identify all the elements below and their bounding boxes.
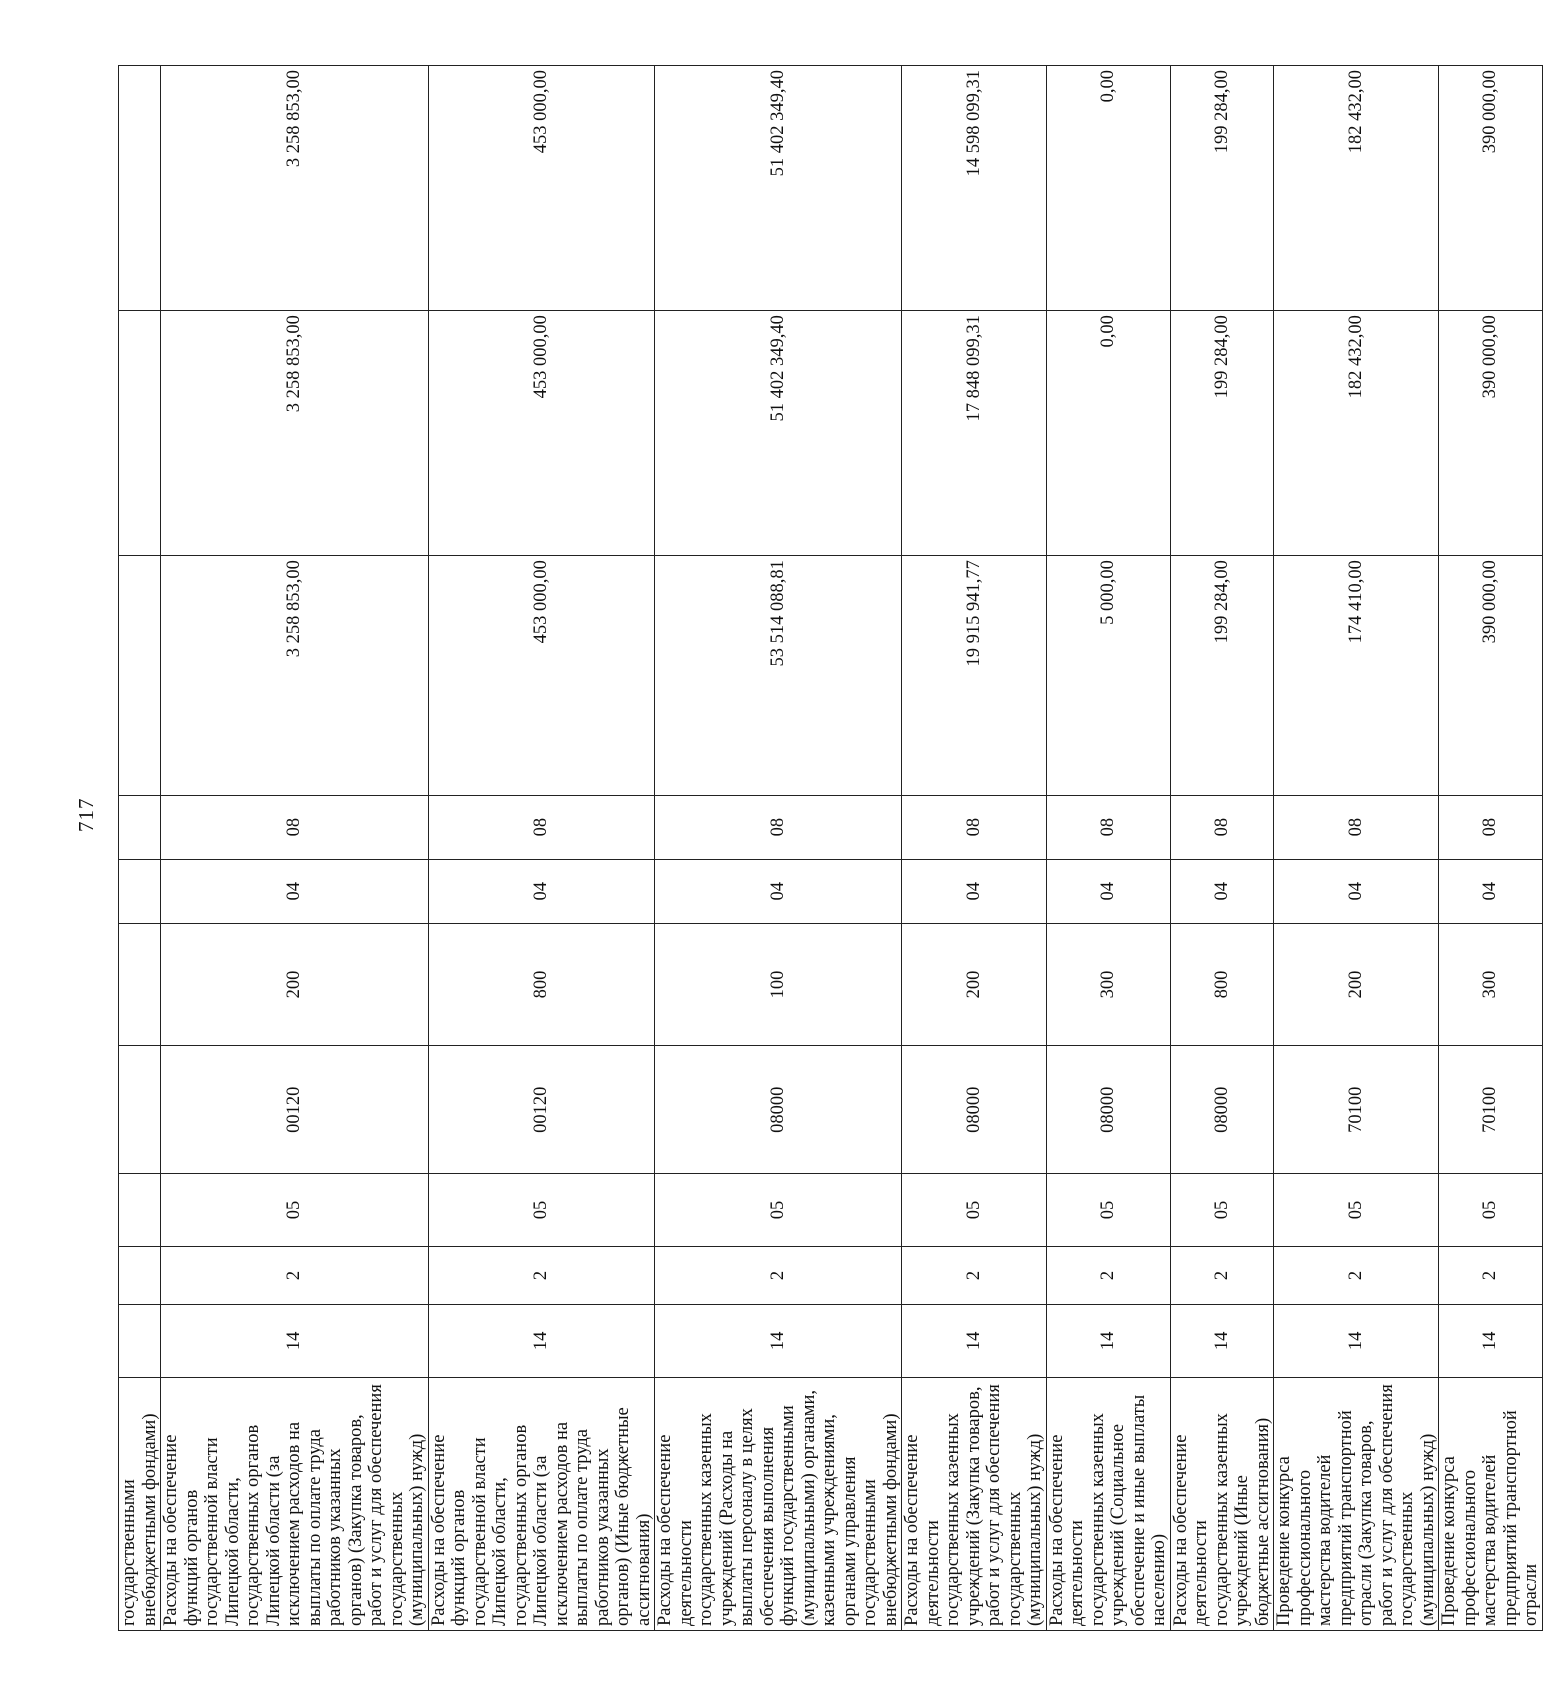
cell-expense-type: 100 (655, 923, 902, 1046)
cell-ministry: 14 (428, 1305, 655, 1377)
cell-direction: 70100 (1439, 1046, 1543, 1174)
cell-amount-2: 182 432,00 (1274, 311, 1439, 556)
table-row (428, 66, 655, 1631)
cell-subprogram: 05 (655, 1174, 902, 1246)
cell-program: 2 (1170, 1246, 1274, 1304)
cell-ministry: 14 (902, 1305, 1047, 1377)
cell-amount-3: 3 258 853,00 (161, 66, 429, 311)
cell-amount-1: 390 000,00 (1439, 556, 1543, 795)
cell-ministry: 14 (1170, 1305, 1274, 1377)
cell-subsection: 08 (161, 795, 429, 859)
cell-section: 04 (1046, 859, 1170, 923)
cell-subprogram: 05 (161, 1174, 429, 1246)
cell-amount-2: 51 402 349,40 (655, 311, 902, 556)
table-row (1439, 66, 1543, 1631)
cell-expense-type: 200 (161, 923, 429, 1046)
cell-direction: 08000 (902, 1046, 1047, 1174)
page-number: 717 (74, 797, 98, 832)
cell-section: 04 (1439, 859, 1543, 923)
cell-section: 04 (655, 859, 902, 923)
cell-subprogram: 05 (1170, 1174, 1274, 1246)
cell-section: 04 (902, 859, 1047, 923)
cell-program: 2 (1439, 1246, 1543, 1304)
cell-program: 2 (902, 1246, 1047, 1304)
cell-section: 04 (1274, 859, 1439, 923)
cell-ministry: 14 (1439, 1305, 1543, 1377)
cell-description: Расходы на обеспечение функций органов государственной власти Липецкой области, государственных органов Липецкой области (за исключением расходов на выплаты по оплате труда работников указанных органов) (Закупка товаров, работ и услуг для обеспечения государственных (муниципальных) нужд) (161, 1377, 429, 1630)
cell-amount-3: 199 284,00 (1170, 66, 1274, 311)
table-row (902, 66, 1047, 1631)
cell-subprogram: 05 (1439, 1174, 1543, 1246)
cell-amount-3: 51 402 349,40 (655, 66, 902, 311)
cell-description: Расходы на обеспечение деятельности государственных казенных учреждений (Расходы на выплаты персоналу в целях обеспечения выполнения функций государственными (муниципальными) органами, казенными учреждениями, органами управления государственными внебюджетными фондами) (655, 1377, 902, 1630)
cell-ministry: 14 (1046, 1305, 1170, 1377)
cell-description: Проведение конкурса профессионального мастерства водителей предприятий транспортной отрасли (1439, 1377, 1543, 1630)
cell-subprogram: 05 (1274, 1174, 1439, 1246)
cell-description: Расходы на обеспечение деятельности государственных казенных учреждений (Иные бюджетные ассигнования) (1170, 1377, 1274, 1630)
cell-amount-1: 3 258 853,00 (161, 556, 429, 795)
cell-subsection: 08 (1046, 795, 1170, 859)
cell-amount-1: 453 000,00 (428, 556, 655, 795)
cell-amount-3: 0,00 (1046, 66, 1170, 311)
cell-description: государственными внебюджетными фондами) (119, 1377, 161, 1630)
table-body (119, 66, 1543, 1631)
cell-amount-2: 390 000,00 (1439, 311, 1543, 556)
cell-subsection: 08 (1274, 795, 1439, 859)
table-row (1046, 66, 1170, 1631)
cell-amount-3: 390 000,00 (1439, 66, 1543, 311)
cell-ministry: 14 (655, 1305, 902, 1377)
cell-amount-1: 5 000,00 (1046, 556, 1170, 795)
cell-program: 2 (161, 1246, 429, 1304)
cell-amount-2: 199 284,00 (1170, 311, 1274, 556)
cell-section: 04 (428, 859, 655, 923)
cell-amount-2: 3 258 853,00 (161, 311, 429, 556)
cell-amount-1: 19 915 941,77 (902, 556, 1047, 795)
cell-direction: 70100 (1274, 1046, 1439, 1174)
cell-program: 2 (655, 1246, 902, 1304)
cell-description: Расходы на обеспечение деятельности государственных казенных учреждений (Закупка товаров, работ и услуг для обеспечения государственных (муниципальных) нужд) (902, 1377, 1047, 1630)
table-row (655, 66, 902, 1631)
cell-subsection: 08 (1170, 795, 1274, 859)
cell-amount-1: 53 514 088,81 (655, 556, 902, 795)
cell-amount-2: 17 848 099,31 (902, 311, 1047, 556)
cell-subprogram: 05 (1046, 1174, 1170, 1246)
cell-ministry: 14 (161, 1305, 429, 1377)
cell-subprogram: 05 (902, 1174, 1047, 1246)
cell-amount-1: 199 284,00 (1170, 556, 1274, 795)
cell-expense-type: 300 (1439, 923, 1543, 1046)
cell-expense-type: 800 (1170, 923, 1274, 1046)
cell-amount-2: 0,00 (1046, 311, 1170, 556)
cell-direction: 00120 (428, 1046, 655, 1174)
cell-expense-type: 800 (428, 923, 655, 1046)
cell-subprogram: 05 (428, 1174, 655, 1246)
cell-direction: 08000 (655, 1046, 902, 1174)
cell-expense-type: 200 (1274, 923, 1439, 1046)
budget-table (118, 65, 1543, 1631)
cell-description: Расходы на обеспечение функций органов государственной власти Липецкой области, государственных органов Липецкой области (за исключением расходов на выплаты по оплате труда работников указанных органов) (Иные бюджетные ассигнования) (428, 1377, 655, 1630)
cell-amount-2: 453 000,00 (428, 311, 655, 556)
cell-direction: 08000 (1046, 1046, 1170, 1174)
cell-direction: 00120 (161, 1046, 429, 1174)
cell-program: 2 (428, 1246, 655, 1304)
cell-expense-type: 200 (902, 923, 1047, 1046)
table-row (1170, 66, 1274, 1631)
cell-program: 2 (1046, 1246, 1170, 1304)
cell-amount-3: 14 598 099,31 (902, 66, 1047, 311)
cell-subsection: 08 (428, 795, 655, 859)
cell-subsection: 08 (902, 795, 1047, 859)
table-row (119, 66, 161, 1631)
cell-subsection: 08 (1439, 795, 1543, 859)
cell-amount-1: 174 410,00 (1274, 556, 1439, 795)
cell-section: 04 (161, 859, 429, 923)
cell-direction: 08000 (1170, 1046, 1274, 1174)
cell-program: 2 (1274, 1246, 1439, 1304)
rotated-table-container (118, 65, 1543, 1631)
table-row (1274, 66, 1439, 1631)
cell-section: 04 (1170, 859, 1274, 923)
cell-amount-3: 182 432,00 (1274, 66, 1439, 311)
cell-expense-type: 300 (1046, 923, 1170, 1046)
cell-amount-3: 453 000,00 (428, 66, 655, 311)
cell-subsection: 08 (655, 795, 902, 859)
cell-description: Проведение конкурса профессионального мастерства водителей предприятий транспортной отрасли (Закупка товаров, работ и услуг для обеспечения государственных (муниципальных) нужд) (1274, 1377, 1439, 1630)
cell-ministry: 14 (1274, 1305, 1439, 1377)
cell-description: Расходы на обеспечение деятельности государственных казенных учреждений (Социальное обеспечение и иные выплаты населению) (1046, 1377, 1170, 1630)
table-row (161, 66, 429, 1631)
